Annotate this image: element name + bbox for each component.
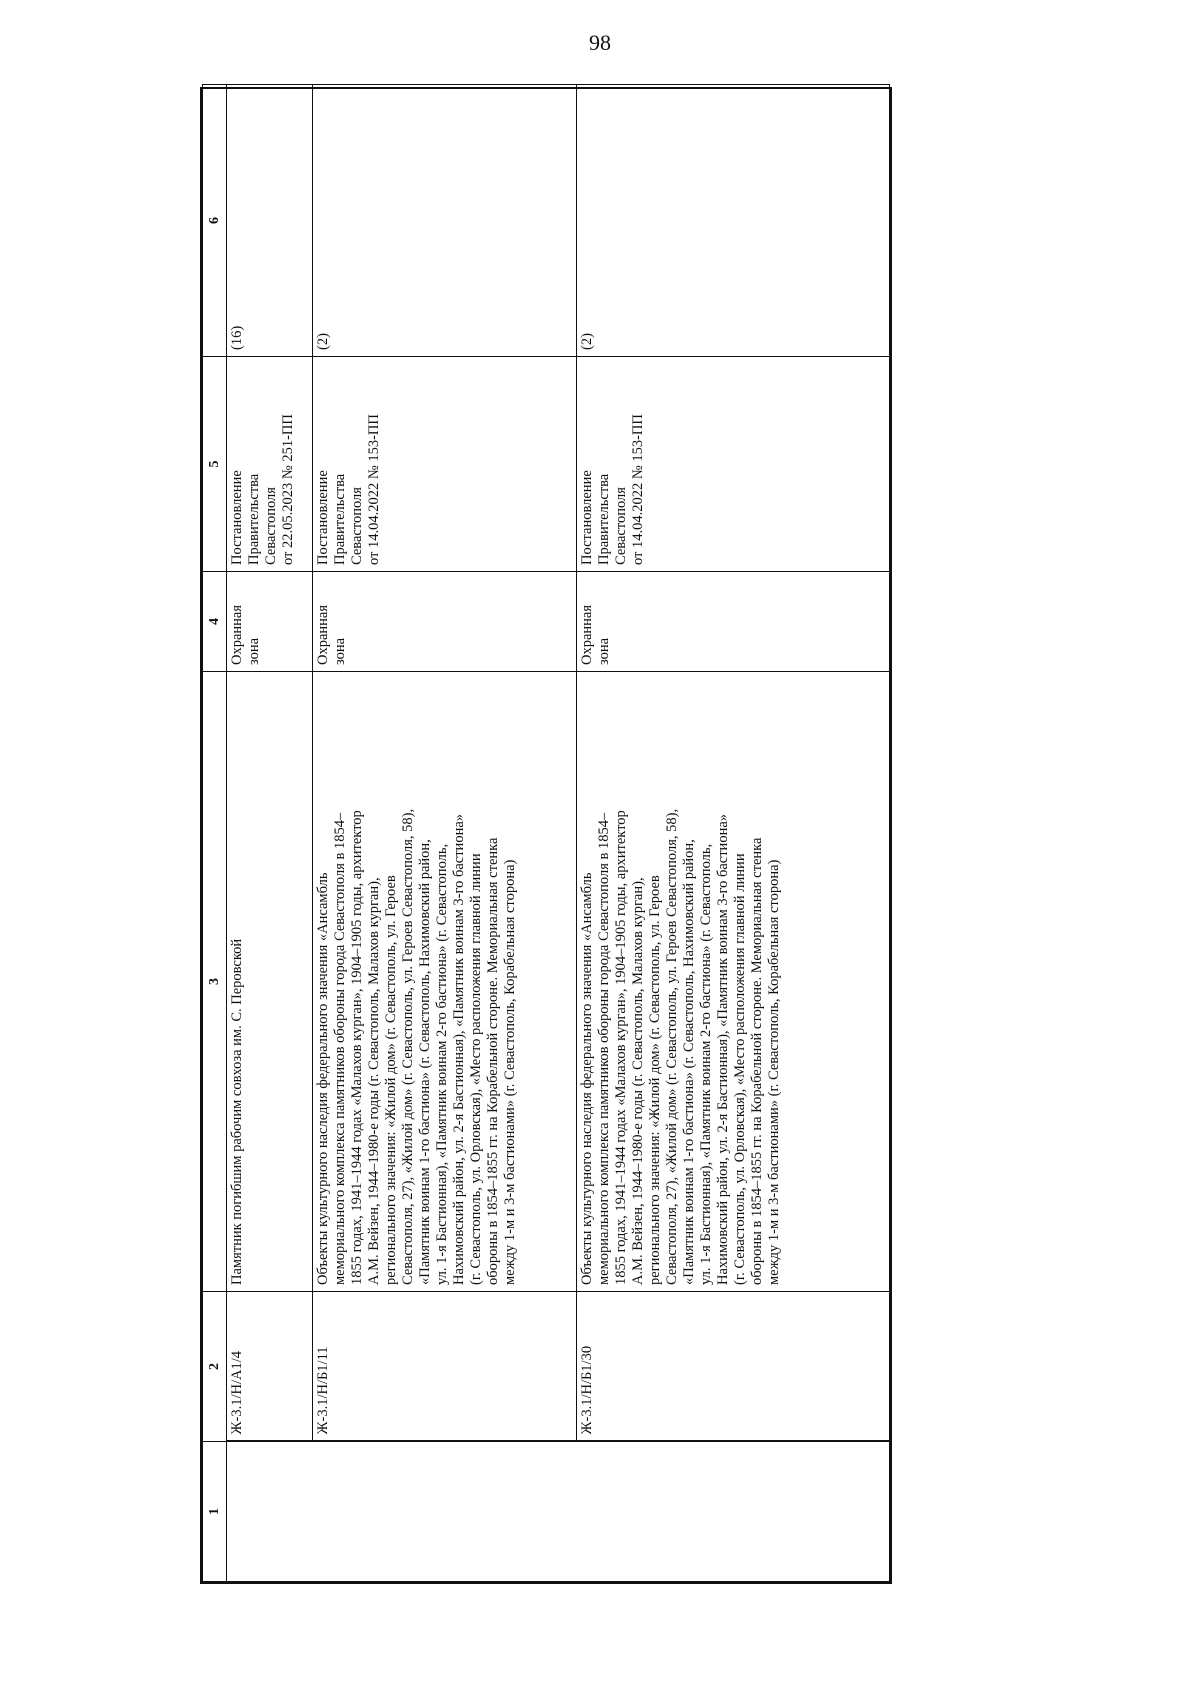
row-zone: Охранная зона [227,572,313,672]
table-row [227,85,313,1582]
row-zone: Охранная зона [577,572,890,672]
row-code: Ж-3.1/Н/Б1/11 [313,1292,577,1442]
table-row [577,85,890,1582]
header-col-6: 6 [203,85,227,357]
row-note: (2) [577,85,890,357]
row-object: Объекты культурного наследия федерального значения «Ансамбль мемориального комплекса памятников обороны города Севастополя в 1854– 1855 годах, 1941–1944 годах «Малахов курган», 1904–1905 годы, архитектор А.М. Вейзен, 1944–1980-е годы (г. Севастополь, Малахов курган), регионального значения: «Жилой дом» (г. Севастополь, ул. Героев Севастополя, 27), «Жилой дом» (г. Севастополь, ул. Героев Севастополя, 58), «Памятник воинам 1-го бастиона» (г. Севастополь, Нахимовский район, ул. 1-я Бастионная), «Памятник воинам 2-го бастиона» (г. Севастополь, Нахимовский район, ул. 2-я Бастионная), «Памятник воинам 3-го бастиона» (г. Севастополь, ул. Орловская), «Место расположения главной линии обороны в 1854–1855 гг. на Корабельной стороне. Мемориальная стенка между 1-м и 3-м бастионами» (г. Севастополь, Корабельная сторона) [577,672,890,1292]
row-code: Ж-3.1/Н/А1/4 [227,1292,313,1442]
row-act: Постановление Правительства Севастополя от 14.04.2022 № 153-ПП [577,357,890,572]
row-act: Постановление Правительства Севастополя от 22.05.2023 № 251-ПП [227,357,313,572]
header-col-5: 5 [203,357,227,572]
table-row [313,85,577,1582]
col1-merged-cell [227,1442,890,1582]
row-code: Ж-3.1/Н/Б1/30 [577,1292,890,1442]
header-col-2: 2 [203,1292,227,1442]
header-row [203,85,227,1582]
row-zone: Охранная зона [313,572,577,672]
data-table-rotated [200,87,892,1584]
row-note: (16) [227,85,313,357]
row-act: Постановление Правительства Севастополя от 14.04.2022 № 153-ПП [313,357,577,572]
page-number: 98 [589,30,611,55]
header-col-3: 3 [203,672,227,1292]
row-object: Объекты культурного наследия федерального значения «Ансамбль мемориального комплекса памятников обороны города Севастополя в 1854– 1855 годах, 1941–1944 годах «Малахов курган», 1904–1905 годы, архитектор А.М. Вейзен, 1944–1980-е годы (г. Севастополь, Малахов курган), регионального значения: «Жилой дом» (г. Севастополь, ул. Героев Севастополя, 27), «Жилой дом» (г. Севастополь, ул. Героев Севастополя, 58), «Памятник воинам 1-го бастиона» (г. Севастополь, Нахимовский район, ул. 1-я Бастионная), «Памятник воинам 2-го бастиона» (г. Севастополь, Нахимовский район, ул. 2-я Бастионная), «Памятник воинам 3-го бастиона» (г. Севастополь, ул. Орловская), «Место расположения главной линии обороны в 1854–1855 гг. на Корабельной стороне. Мемориальная стенка между 1-м и 3-м бастионами» (г. Севастополь, Корабельная сторона) [313,672,577,1292]
header-col-1: 1 [203,1442,227,1582]
zones-table [202,84,890,1582]
row-object: Памятник погибшим рабочим совхоза им. С. Перовской [227,672,313,1292]
row-note: (2) [313,85,577,357]
header-col-4: 4 [203,572,227,672]
